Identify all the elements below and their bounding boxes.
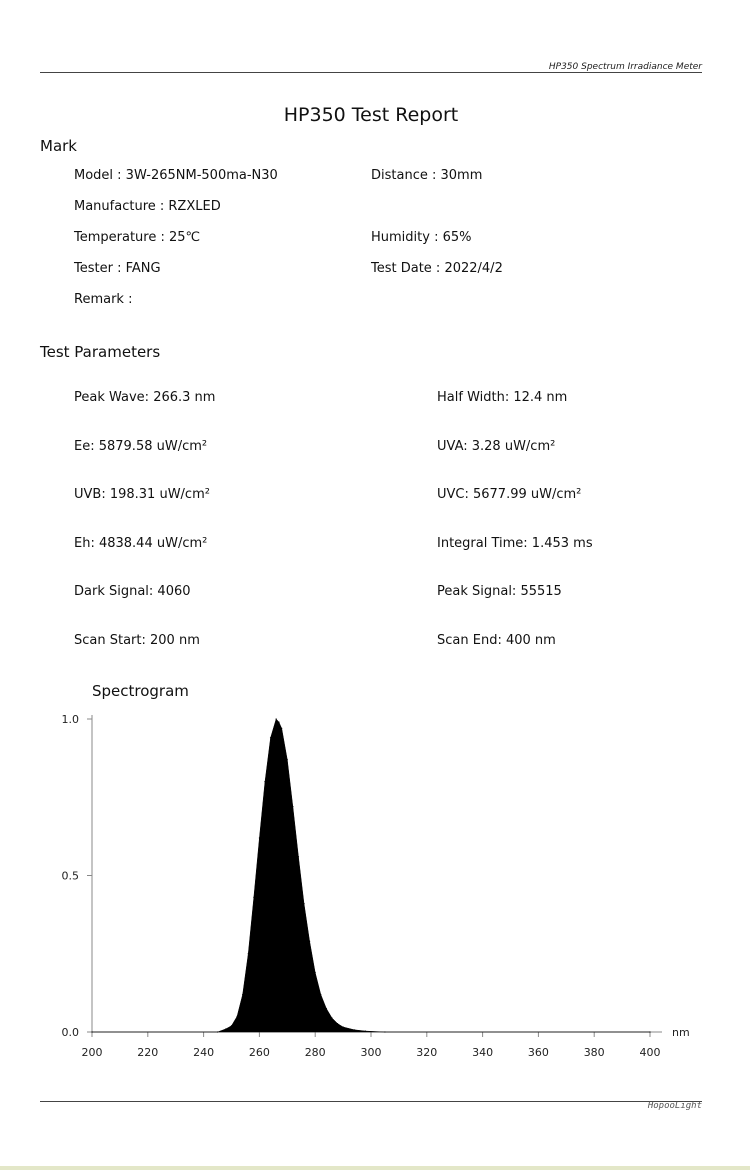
footer-brand: HopooLight	[647, 1101, 702, 1111]
manufacture-field: Manufacture : RZXLED	[74, 199, 221, 214]
scan-end-field: Scan End: 400 nm	[437, 633, 556, 648]
dark-signal-field: Dark Signal: 4060	[74, 584, 191, 599]
model-field: Model : 3W-265NM-500ma-N30	[74, 168, 278, 183]
spectrum-data-point	[309, 941, 310, 942]
spectrum-data-point	[91, 1031, 92, 1032]
spectrum-data-point	[354, 1029, 355, 1030]
x-tick-label: 380	[583, 1046, 605, 1059]
y-tick-label: 0.0	[61, 1026, 79, 1039]
spectrum-data-point	[384, 1031, 385, 1032]
x-tick-label: 280	[304, 1046, 326, 1059]
spectrum-data-point	[343, 1026, 344, 1027]
spectrum-data-point	[217, 1031, 218, 1032]
peak-wave-field: Peak Wave: 266.3 nm	[74, 390, 216, 405]
uva-field: UVA: 3.28 uW/cm²	[437, 439, 556, 454]
bottom-band	[0, 1166, 750, 1170]
x-tick-label: 340	[472, 1046, 494, 1059]
spectrum-data-point	[337, 1023, 338, 1024]
spectrum-data-point	[331, 1017, 332, 1018]
x-axis-unit-label: nm	[672, 1026, 690, 1039]
ee-field: Ee: 5879.58 uW/cm²	[74, 439, 208, 454]
x-tick-label: 360	[527, 1046, 549, 1059]
spectrum-data-point	[225, 1028, 226, 1029]
spectrum-data-point	[253, 897, 254, 898]
x-tick-label: 260	[248, 1046, 270, 1059]
spectrum-data-point	[236, 1016, 237, 1017]
humidity-field: Humidity : 65%	[371, 230, 472, 245]
uvc-field: UVC: 5677.99 uW/cm²	[437, 487, 582, 502]
spectrum-data-point	[287, 759, 288, 760]
spectrum-data-point	[303, 903, 304, 904]
spectrum-data-point	[326, 1008, 327, 1009]
remark-field: Remark :	[74, 292, 133, 307]
peak-signal-field: Peak Signal: 55515	[437, 584, 562, 599]
spectrum-data-point	[242, 994, 243, 995]
spectrum-data-point	[276, 718, 277, 719]
spectrum-data-point	[281, 728, 282, 729]
spectrum-data-point	[298, 856, 299, 857]
spectrum-data-point	[270, 737, 271, 738]
x-tick-label: 220	[137, 1046, 159, 1059]
temperature-field: Temperature : 25℃	[74, 230, 201, 245]
footer-divider	[40, 1101, 702, 1102]
mark-heading: Mark	[40, 137, 77, 155]
header-product-name: HP350 Spectrum Irradiance Meter	[548, 62, 702, 72]
test-date-field: Test Date : 2022/4/2	[371, 261, 503, 276]
integral-time-field: Integral Time: 1.453 ms	[437, 536, 593, 551]
chart-title: Spectrogram	[92, 682, 189, 700]
scan-start-field: Scan Start: 200 nm	[74, 633, 200, 648]
spectrum-data-point	[292, 806, 293, 807]
eh-field: Eh: 4838.44 uW/cm²	[74, 536, 208, 551]
spectrum-data-point	[259, 837, 260, 838]
spectrum-data-point	[248, 953, 249, 954]
x-tick-label: 400	[639, 1046, 661, 1059]
y-tick-label: 0.5	[61, 869, 79, 883]
uvb-field: UVB: 198.31 uW/cm²	[74, 487, 210, 502]
x-tick-label: 300	[360, 1046, 382, 1059]
y-tick-label: 1.0	[61, 713, 79, 726]
half-width-field: Half Width: 12.4 nm	[437, 390, 568, 405]
spectrum-data-point	[231, 1025, 232, 1026]
x-tick-label: 200	[81, 1046, 103, 1059]
x-tick-label: 320	[416, 1046, 438, 1059]
test-parameters-heading: Test Parameters	[40, 343, 161, 361]
spectrum-area	[92, 719, 650, 1032]
report-title: HP350 Test Report	[283, 104, 459, 126]
spectrum-data-point	[320, 994, 321, 995]
spectrum-data-point	[264, 781, 265, 782]
spectrum-data-point	[365, 1030, 366, 1031]
spectrum-data-point	[315, 972, 316, 973]
spectrum-data-point	[278, 722, 279, 723]
header-divider	[40, 72, 702, 73]
spectrogram-chart	[0, 700, 750, 1070]
x-tick-label: 240	[193, 1046, 215, 1059]
distance-field: Distance : 30mm	[371, 168, 483, 183]
tester-field: Tester : FANG	[74, 261, 161, 276]
spectrum-data-point	[649, 1031, 650, 1032]
